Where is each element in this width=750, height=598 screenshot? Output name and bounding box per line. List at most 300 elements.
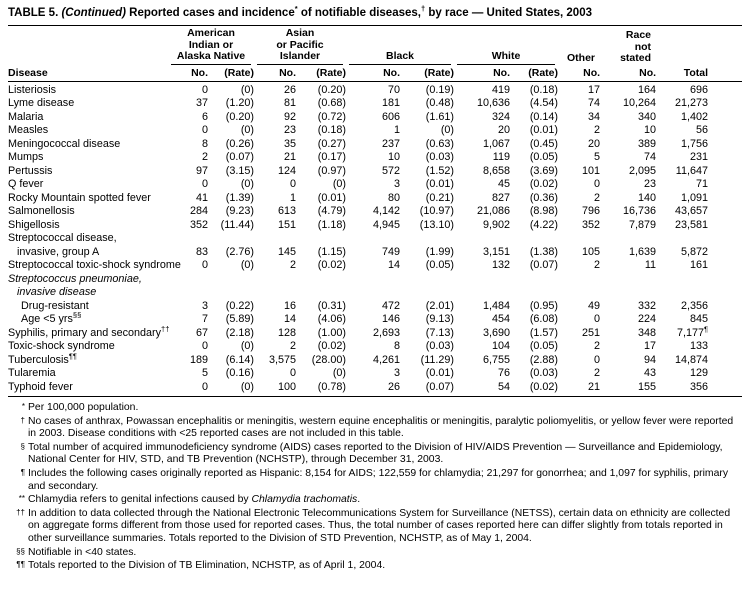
value-cell: 41 xyxy=(195,191,208,204)
value-cell: 124 xyxy=(278,164,297,177)
value-cell: 56 xyxy=(696,124,709,136)
table-row xyxy=(8,205,742,219)
value-cell: 8,658 xyxy=(482,164,511,177)
value-cell: 26 xyxy=(284,83,297,96)
disease-cell: Shigellosis xyxy=(8,218,60,231)
value-cell: 45 xyxy=(498,178,511,190)
value-cell: (0) xyxy=(240,83,255,96)
value-cell: 5,872 xyxy=(681,245,709,258)
value-cell: (0.07) xyxy=(400,381,454,397)
table-row xyxy=(8,286,742,300)
table-row xyxy=(8,81,742,97)
table-number: TABLE 5. xyxy=(8,7,59,19)
value-cell: 34 xyxy=(588,110,601,123)
value-cell: 11,647 xyxy=(675,164,709,177)
value-cell: (0.97) xyxy=(317,164,347,177)
value-cell: 10 xyxy=(388,151,401,163)
value-cell: 0 xyxy=(594,313,601,325)
value-cell: (0) xyxy=(332,178,347,190)
value-cell: 0 xyxy=(201,83,208,96)
disease-cell: invasive, group A xyxy=(17,245,100,258)
value-cell: (0.01) xyxy=(425,367,455,379)
disease-cell: Listeriosis xyxy=(8,83,57,96)
disease-cell: invasive disease xyxy=(17,286,97,298)
footnote-marker: † xyxy=(20,415,25,425)
value-cell: (3.69) xyxy=(529,164,559,177)
value-cell: 35 xyxy=(284,137,297,150)
value-cell: 2 xyxy=(290,259,297,271)
disease-cell: Age <5 yrs§§ xyxy=(21,310,82,325)
col-group-white: White xyxy=(454,26,558,65)
value-cell xyxy=(346,232,400,246)
value-cell xyxy=(454,232,510,246)
footnote-marker: ¶ xyxy=(20,467,25,477)
value-cell: 1,484 xyxy=(482,299,511,312)
value-cell: (0) xyxy=(440,124,455,136)
value-cell: 17 xyxy=(644,340,657,352)
value-cell: 14 xyxy=(388,259,401,271)
disease-cell: Tuberculosis¶¶ xyxy=(8,350,77,366)
value-cell: (0.01) xyxy=(425,178,455,190)
disease-cell: Malaria xyxy=(8,110,44,123)
disease-cell: Drug-resistant xyxy=(21,299,89,312)
value-cell: 101 xyxy=(582,164,601,177)
footnote xyxy=(8,494,742,507)
value-cell: 2,095 xyxy=(629,164,657,177)
value-cell: 43 xyxy=(644,367,657,379)
value-cell xyxy=(656,286,742,300)
value-cell: (0.68) xyxy=(317,97,347,109)
value-cell xyxy=(296,232,346,246)
value-cell xyxy=(400,232,454,246)
value-cell: 2 xyxy=(594,340,601,352)
value-cell: 94 xyxy=(644,353,657,366)
value-cell: (1.00) xyxy=(317,326,347,339)
value-cell: (0.17) xyxy=(317,151,347,163)
value-cell: 80 xyxy=(388,191,401,204)
value-cell xyxy=(510,232,558,246)
value-cell xyxy=(168,286,208,300)
value-cell: 21,086 xyxy=(476,205,511,217)
footnote-text: Chlamydia refers to genital infections caused by Chlamydia trachomatis. xyxy=(28,494,361,506)
disease-cell: Streptococcal disease, xyxy=(8,232,117,244)
value-cell: 454 xyxy=(492,313,511,325)
value-cell: 3 xyxy=(394,178,401,190)
value-cell: (7.13) xyxy=(425,326,455,339)
value-cell: 37 xyxy=(195,97,208,109)
value-cell: (0.19) xyxy=(425,83,455,96)
footnote-text: In addition to data collected through the National Electronic Telecommunications System for Surveillance (NETSS), certain data on ethnicity are collected on aggregate forms different from those used for reported cases. Thus, the total number of cases reported here can differ slightly from totals reported in other surveillance summaries. Totals reported to the Division of STD Prevention, NCHSTP, as of May 1, 2004. xyxy=(28,507,731,544)
table-row xyxy=(8,124,742,138)
value-cell: (5.89) xyxy=(225,313,255,325)
footnote xyxy=(8,468,742,493)
footnote xyxy=(8,442,742,467)
value-cell: 14,874 xyxy=(675,353,709,366)
column-header-total: Total xyxy=(656,65,742,82)
value-cell: 8 xyxy=(394,340,401,352)
value-cell: (3.15) xyxy=(225,164,255,177)
value-cell: 2 xyxy=(594,259,601,271)
table-row xyxy=(8,219,742,233)
value-cell: (0.78) xyxy=(296,381,346,397)
value-cell: 1 xyxy=(394,124,401,136)
value-cell: 67 xyxy=(195,326,208,339)
value-cell: 389 xyxy=(638,137,657,150)
value-cell: (0.05) xyxy=(529,151,559,163)
footnote-text: Total number of acquired immunodeficiency syndrome (AIDS) cases reported to the Division of HIV/AIDS Prevention — Surveillance and Epidemiology, National Center for HIV, STD, and TB Prevention (NCHSTP), through December 31, 2003. xyxy=(28,441,723,466)
table-row xyxy=(8,381,742,397)
value-cell xyxy=(510,286,558,300)
value-cell: 332 xyxy=(638,299,657,312)
value-cell: 21 xyxy=(284,151,297,163)
value-cell xyxy=(600,286,656,300)
disease-cell: Rocky Mountain spotted fever xyxy=(8,191,151,204)
value-cell xyxy=(558,273,600,287)
header-spacer xyxy=(8,26,168,65)
value-cell: 348 xyxy=(638,326,657,339)
footnote-text: Totals reported to the Division of TB Elimination, NCHSTP, as of April 1, 2004. xyxy=(28,560,386,572)
disease-cell: Meningococcal disease xyxy=(8,137,121,150)
value-cell xyxy=(208,232,254,246)
value-cell: (9.23) xyxy=(225,205,255,217)
column-header-no-other: No. xyxy=(558,65,600,82)
value-cell: (1.99) xyxy=(425,245,455,258)
disease-cell: Lyme disease xyxy=(8,97,75,109)
value-cell: 146 xyxy=(382,313,401,325)
value-cell: (0.18) xyxy=(317,124,347,136)
value-cell: 129 xyxy=(690,367,709,379)
table-row xyxy=(8,313,742,327)
value-cell: 16,736 xyxy=(623,205,657,217)
value-cell: (1.20) xyxy=(225,97,255,109)
value-cell: (6.14) xyxy=(225,353,255,366)
table-row xyxy=(8,367,742,381)
value-cell: (1.39) xyxy=(225,191,255,204)
value-cell: (0.01) xyxy=(317,191,347,204)
value-cell: 2 xyxy=(594,124,601,136)
value-cell: 189 xyxy=(189,353,208,366)
table-row xyxy=(8,165,742,179)
table-row xyxy=(8,340,742,354)
value-cell: 16 xyxy=(284,299,297,312)
footnote xyxy=(8,560,742,573)
value-cell: (0.02) xyxy=(317,259,347,271)
table-title xyxy=(8,6,742,20)
value-cell: 128 xyxy=(278,326,297,339)
value-cell: 21,273 xyxy=(675,97,709,109)
footnote xyxy=(8,402,742,415)
disease-cell: Pertussis xyxy=(8,164,53,177)
table-row xyxy=(8,232,742,246)
value-cell: 7 xyxy=(201,313,208,325)
value-cell: (0.02) xyxy=(317,340,347,352)
value-cell: (1.57) xyxy=(529,326,559,339)
value-cell: 5 xyxy=(594,151,601,163)
column-header-disease: Disease xyxy=(8,65,168,82)
column-header-rate-white: (Rate) xyxy=(510,65,558,82)
value-cell: (0.27) xyxy=(317,137,347,150)
title-text-3: by race — United States, 2003 xyxy=(425,7,592,19)
value-cell: 21 xyxy=(558,381,600,397)
footnotes xyxy=(8,402,742,573)
value-cell xyxy=(558,232,600,246)
value-cell: 132 xyxy=(492,259,511,271)
column-header-no-black: No. xyxy=(346,65,400,82)
value-cell: 151 xyxy=(278,218,297,231)
value-cell: (8.98) xyxy=(529,205,559,217)
col-group-race-not-stated: Race not stated xyxy=(620,29,652,64)
disease-cell: Toxic-shock syndrome xyxy=(8,340,115,352)
value-cell: 133 xyxy=(690,340,709,352)
value-cell: 6 xyxy=(201,110,208,123)
disease-cell: Measles xyxy=(8,124,49,136)
column-header-no-aian: No. xyxy=(168,65,208,82)
value-cell xyxy=(656,273,742,287)
value-cell: 352 xyxy=(189,218,208,231)
table-row xyxy=(8,178,742,192)
value-cell: 845 xyxy=(690,313,709,325)
table-row xyxy=(8,97,742,111)
value-cell: (0) xyxy=(240,259,255,271)
footnote-marker: § xyxy=(20,441,25,451)
column-header-rate-black: (Rate) xyxy=(400,65,454,82)
footnote-text: Includes the following cases originally reported as Hispanic: 8,154 for AIDS; 122,559 for chlamydia; 21,297 for gonorrhea; and 1,097 for syphilis, primary and secondary. xyxy=(28,467,729,492)
value-cell: (0) xyxy=(240,124,255,136)
value-cell: 419 xyxy=(492,83,511,96)
value-cell: (0.48) xyxy=(425,97,455,109)
header-group-row xyxy=(8,26,742,65)
value-cell: 356 xyxy=(656,381,742,397)
disease-cell: Tularemia xyxy=(8,367,56,379)
value-cell: 2 xyxy=(594,367,601,379)
title-sup-2: † xyxy=(420,4,426,14)
value-cell xyxy=(296,286,346,300)
value-cell: (2.18) xyxy=(225,326,255,339)
value-cell: 4,142 xyxy=(372,205,401,217)
footnote xyxy=(8,547,742,560)
value-cell: 119 xyxy=(492,151,511,163)
value-cell: (0.72) xyxy=(317,110,347,123)
title-text-2: of notifiable diseases, xyxy=(297,7,421,19)
value-cell: 3,151 xyxy=(482,245,511,258)
value-cell: 472 xyxy=(382,299,401,312)
value-cell: 14 xyxy=(284,313,297,325)
table-row xyxy=(8,273,742,287)
value-cell: (0.31) xyxy=(317,299,347,312)
footnote-text: Notifiable in <40 states. xyxy=(28,546,137,558)
table-row xyxy=(8,246,742,260)
value-cell: (2.88) xyxy=(529,353,559,366)
value-cell: (0.36) xyxy=(529,191,559,204)
value-cell: 251 xyxy=(582,326,601,339)
value-cell: 23 xyxy=(644,178,657,190)
value-cell xyxy=(296,273,346,287)
value-cell: 1,756 xyxy=(681,137,709,150)
value-cell: 100 xyxy=(254,381,296,397)
table-row xyxy=(8,138,742,152)
value-cell: 10 xyxy=(644,124,657,136)
value-cell: 3 xyxy=(201,299,208,312)
footnote-marker: ¶¶ xyxy=(16,560,25,570)
value-cell xyxy=(600,232,656,246)
value-cell: 7,879 xyxy=(629,218,657,231)
value-cell: (0.26) xyxy=(225,137,255,150)
value-cell xyxy=(346,286,400,300)
value-cell: 70 xyxy=(388,83,401,96)
value-cell: 8 xyxy=(201,137,208,150)
value-cell: 0 xyxy=(290,367,297,379)
table-row xyxy=(8,327,742,341)
column-header-rate-aian: (Rate) xyxy=(208,65,254,82)
table-row xyxy=(8,192,742,206)
value-cell: 340 xyxy=(638,110,657,123)
value-cell: (10.97) xyxy=(419,205,455,217)
value-cell: 1 xyxy=(290,191,297,204)
value-cell: (4.06) xyxy=(317,313,347,325)
value-cell: (0.14) xyxy=(529,110,559,123)
value-cell xyxy=(254,273,296,287)
value-cell: 0 xyxy=(201,124,208,136)
value-cell: 11 xyxy=(644,259,657,271)
value-cell: 0 xyxy=(168,381,208,397)
value-cell: (0) xyxy=(332,367,347,379)
value-cell xyxy=(208,286,254,300)
value-cell: (13.10) xyxy=(419,218,455,231)
value-cell: 161 xyxy=(690,259,709,271)
value-cell: 23 xyxy=(284,124,297,136)
value-cell: 224 xyxy=(638,313,657,325)
value-cell: 4,945 xyxy=(372,218,401,231)
value-cell: 26 xyxy=(346,381,400,397)
value-cell: 54 xyxy=(454,381,510,397)
continued-label: (Continued) xyxy=(61,7,126,19)
value-cell: 20 xyxy=(498,124,511,136)
value-cell xyxy=(656,232,742,246)
value-cell: 5 xyxy=(201,367,208,379)
table-row xyxy=(8,300,742,314)
value-cell: (4.54) xyxy=(529,97,559,109)
value-cell: 352 xyxy=(582,218,601,231)
value-cell: 83 xyxy=(195,245,208,258)
value-cell xyxy=(168,232,208,246)
footnote-text: Per 100,000 population. xyxy=(28,402,139,413)
value-cell: 74 xyxy=(588,97,601,109)
value-cell: (0.03) xyxy=(425,151,455,163)
value-cell xyxy=(454,273,510,287)
value-cell: (1.52) xyxy=(425,164,455,177)
value-cell: 3 xyxy=(394,367,401,379)
disease-cell: Streptococcal toxic-shock syndrome xyxy=(8,259,181,271)
value-cell: (11.44) xyxy=(220,218,255,231)
table-row xyxy=(8,111,742,125)
footnote-marker: ** xyxy=(18,494,25,504)
col-group-other: Other xyxy=(567,52,596,64)
value-cell: 2 xyxy=(290,340,297,352)
value-cell: (0.20) xyxy=(225,110,255,123)
value-cell: 105 xyxy=(582,245,601,258)
value-cell: 7,177¶ xyxy=(676,323,709,339)
value-cell: (0.16) xyxy=(225,367,255,379)
disease-cell: Typhoid fever xyxy=(8,381,168,397)
value-cell: 164 xyxy=(638,83,657,96)
value-cell: 237 xyxy=(382,137,401,150)
value-cell: (9.13) xyxy=(425,313,455,325)
value-cell: 10,636 xyxy=(476,97,511,109)
value-cell: 3,690 xyxy=(482,326,511,339)
value-cell: 20 xyxy=(588,137,601,150)
value-cell xyxy=(454,286,510,300)
value-cell: 76 xyxy=(498,367,511,379)
value-cell: 17 xyxy=(588,83,601,96)
value-cell xyxy=(510,273,558,287)
table-row xyxy=(8,151,742,165)
value-cell: 1,639 xyxy=(629,245,657,258)
value-cell: (2.01) xyxy=(425,299,455,312)
value-cell: (0.45) xyxy=(529,137,559,150)
value-cell: 3,575 xyxy=(268,353,297,366)
value-cell xyxy=(400,286,454,300)
value-cell: (0.07) xyxy=(225,151,255,163)
title-sup-1: * xyxy=(294,4,298,14)
value-cell: 796 xyxy=(582,205,601,217)
value-cell: (0) xyxy=(240,178,255,190)
col-group-american-indian-alaska-native: American Indian or Alaska Native xyxy=(168,26,254,65)
value-cell: 74 xyxy=(644,151,657,163)
value-cell: 324 xyxy=(492,110,511,123)
value-cell: 284 xyxy=(189,205,208,217)
value-cell: (6.08) xyxy=(529,313,559,325)
column-header-no-api: No. xyxy=(254,65,296,82)
value-cell: 2,356 xyxy=(681,299,709,312)
footnote xyxy=(8,416,742,441)
value-cell: (1.15) xyxy=(317,245,347,258)
footnote-marker: * xyxy=(21,402,25,411)
disease-cell: Salmonellosis xyxy=(8,205,75,217)
value-cell: (28.00) xyxy=(311,353,347,366)
disease-cell: Streptococcus pneumoniae, xyxy=(8,272,142,285)
value-cell: (0.63) xyxy=(425,137,455,150)
value-cell: (0.03) xyxy=(425,340,455,352)
value-cell: (1.18) xyxy=(317,218,347,231)
value-cell: (0.18) xyxy=(529,83,559,96)
value-cell: 92 xyxy=(284,110,297,123)
value-cell: (0) xyxy=(240,340,255,352)
footnote-marker: †† xyxy=(16,507,25,517)
disease-table xyxy=(8,25,742,397)
column-header-no-white: No. xyxy=(454,65,510,82)
value-cell: (0) xyxy=(208,381,254,397)
column-header-no-not-stated: No. xyxy=(600,65,656,82)
value-cell xyxy=(558,286,600,300)
header-spacer-total xyxy=(656,26,742,65)
disease-cell: Mumps xyxy=(8,151,44,163)
value-cell: 1,067 xyxy=(482,137,511,150)
value-cell: 696 xyxy=(690,83,709,96)
value-cell: 97 xyxy=(195,164,208,177)
value-cell: 0 xyxy=(201,259,208,271)
value-cell: 749 xyxy=(382,245,401,258)
value-cell: (0.07) xyxy=(529,259,559,271)
value-cell: (0.05) xyxy=(529,340,559,352)
footnote-marker: §§ xyxy=(16,546,25,556)
col-group-asian-pacific-islander: Asian or Pacific Islander xyxy=(254,26,346,65)
header-subheader-row xyxy=(8,65,742,82)
value-cell: 613 xyxy=(278,205,297,217)
value-cell: (0.20) xyxy=(317,83,347,96)
value-cell: 155 xyxy=(600,381,656,397)
value-cell: 0 xyxy=(201,340,208,352)
footnote xyxy=(8,508,742,546)
